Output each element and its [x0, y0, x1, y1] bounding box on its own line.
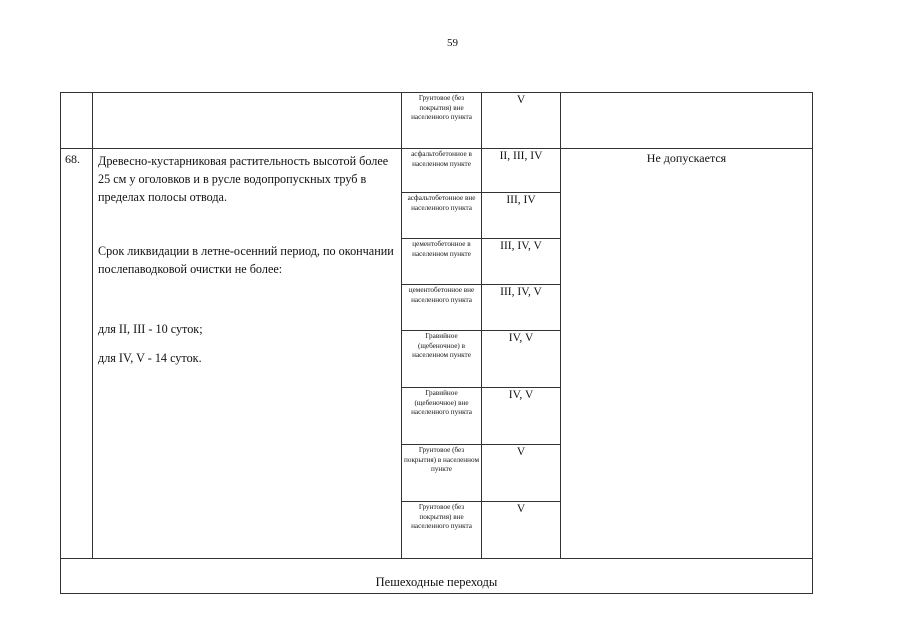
road-category-cell: III, IV, V: [482, 239, 561, 285]
item-description-cell: [93, 149, 402, 559]
surface-type-cell: Грунтовое (без покрытия) вне населенного пункта: [402, 502, 482, 559]
road-category-cell: IV, V: [482, 331, 561, 388]
deadline-term-1: для II, III - 10 суток;: [98, 322, 203, 336]
requirement-cell-empty: [561, 93, 813, 149]
description-cell-empty: [93, 93, 402, 149]
surface-type-cell: асфальтобетонное вне населенного пункта: [402, 193, 482, 239]
item-number: 68.: [61, 149, 93, 559]
surface-type-cell: асфальтобетонное в населенном пункте: [402, 149, 482, 193]
road-category-cell: II, III, IV: [482, 149, 561, 193]
road-category-cell: III, IV, V: [482, 285, 561, 331]
number-cell-empty: [61, 93, 93, 149]
road-category-cell: V: [482, 502, 561, 559]
surface-type-cell: цементобетонное вне населенного пункта: [402, 285, 482, 331]
deadline-text: Срок ликвидации в летне-осенний период, по окончании послепаводковой очистки не более:: [98, 244, 394, 276]
surface-type-cell: цементобетонное в населенном пункте: [402, 239, 482, 285]
road-category-cell: V: [482, 93, 561, 149]
road-category-cell: V: [482, 445, 561, 502]
requirement-cell: Не допускается: [561, 149, 813, 559]
surface-type-cell: Гравийное (щебеночное) вне населенного пункта: [402, 388, 482, 445]
deadline-term-2: для IV, V - 14 суток.: [98, 351, 202, 365]
surface-type-cell: Грунтовое (без покрытия) в населенном пункте: [402, 445, 482, 502]
road-category-cell: IV, V: [482, 388, 561, 445]
page-number: 59: [447, 37, 458, 49]
item-description: Древесно-кустарниковая растительность высотой более 25 см у оголовков и в русле водопропускных труб в пределах полосы отвода.: [98, 154, 389, 204]
road-category-cell: III, IV: [482, 193, 561, 239]
section-row: [61, 559, 813, 594]
continuation-row: [61, 93, 813, 149]
requirements-table: [60, 92, 813, 594]
surface-type-cell: Грунтовое (без покрытия) вне населенного пункта: [402, 93, 482, 149]
surface-type-cell: Гравийное (щебеночное) в населенном пункте: [402, 331, 482, 388]
section-heading: Пешеходные переходы: [61, 559, 813, 594]
table-row: [61, 149, 813, 193]
